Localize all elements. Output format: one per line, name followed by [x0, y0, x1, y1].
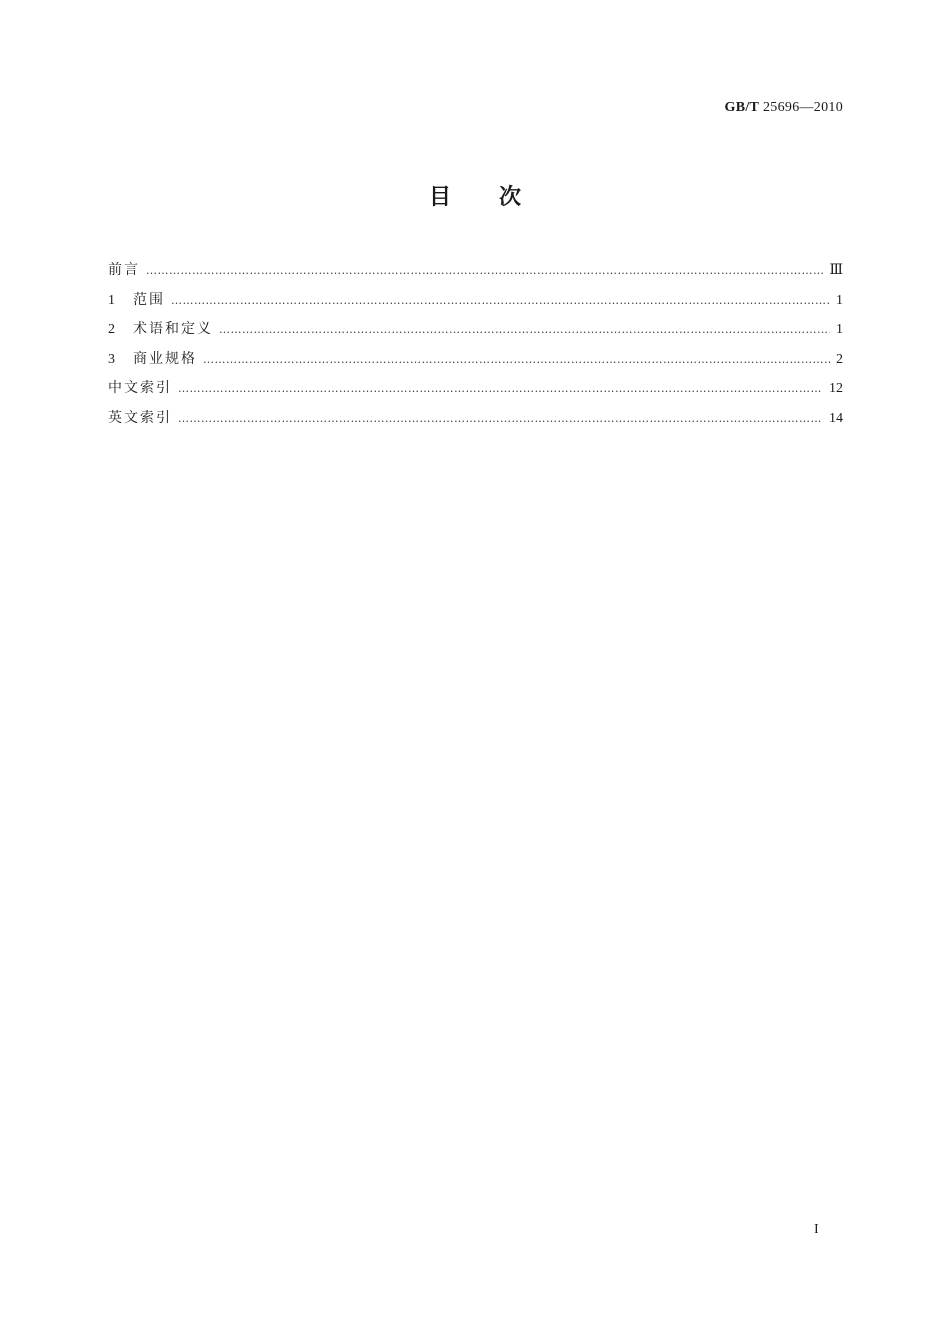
- toc-leader-dots: [178, 382, 823, 395]
- toc-leader-dots: [146, 264, 823, 277]
- toc-entry-page: 12: [829, 381, 843, 396]
- standard-code-prefix: GB/T: [724, 100, 760, 115]
- page-number: I: [814, 1222, 819, 1237]
- toc-entry-page: 1: [836, 292, 843, 308]
- toc-entry-commercial-specs[interactable]: [108, 348, 843, 378]
- toc-entry-scope[interactable]: [108, 289, 843, 319]
- toc-entry-number: 1: [108, 292, 115, 308]
- toc-entry-page: 1: [836, 322, 843, 337]
- toc-list: [108, 259, 843, 436]
- standard-code-number: 25696—2010: [763, 100, 843, 115]
- standard-code: [725, 100, 843, 116]
- toc-entry-english-index[interactable]: [108, 407, 843, 437]
- toc-leader-dots: [171, 294, 830, 307]
- toc-entry-foreword[interactable]: [108, 259, 843, 289]
- toc-leader-dots: [178, 412, 823, 425]
- toc-title: 目次: [428, 185, 569, 210]
- toc-entry-label: 商业规格: [133, 350, 197, 367]
- toc-entry-chinese-index[interactable]: [108, 377, 843, 407]
- toc-entry-terms[interactable]: [108, 318, 843, 348]
- toc-entry-label: 前言: [108, 262, 140, 278]
- toc-entry-label: 术语和定义: [133, 321, 213, 337]
- toc-entry-page: 2: [836, 351, 843, 367]
- toc-entry-number: 2: [108, 322, 115, 337]
- toc-entry-number: 3: [108, 351, 115, 367]
- toc-entry-label: 英文索引: [108, 409, 172, 426]
- toc-entry-page: Ⅲ: [829, 263, 843, 278]
- toc-entry-label: 范围: [133, 291, 165, 308]
- toc-entry-page: 14: [829, 410, 843, 426]
- toc-entry-label: 中文索引: [108, 380, 172, 396]
- toc-leader-dots: [203, 353, 830, 366]
- toc-leader-dots: [219, 323, 830, 336]
